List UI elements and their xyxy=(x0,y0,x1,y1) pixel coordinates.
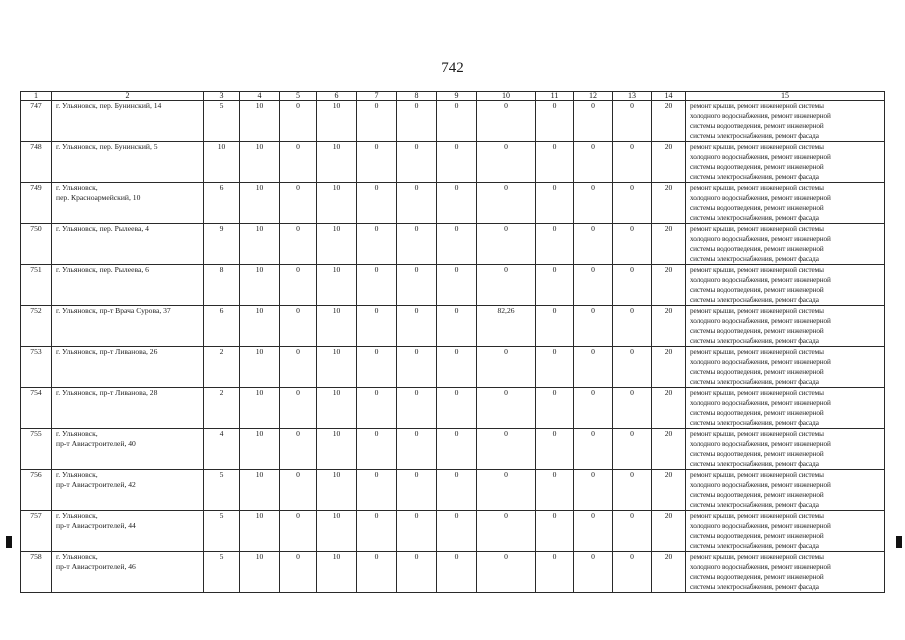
works-cell xyxy=(686,265,885,306)
works-line: ремонт крыши, ремонт инженерной системы xyxy=(690,102,824,110)
value-cell: 0 xyxy=(280,388,317,429)
works-line: ремонт крыши, ремонт инженерной системы xyxy=(690,512,824,520)
address-line: пр-т Авиастроителей, 42 xyxy=(56,480,136,489)
value-cell: 10 xyxy=(240,429,280,470)
value-cell: 0 xyxy=(397,347,437,388)
works-cell xyxy=(686,306,885,347)
value-cell: 20 xyxy=(652,511,686,552)
works-cell xyxy=(686,388,885,429)
value-cell: 0 xyxy=(536,511,574,552)
works-line: холодного водоснабжения, ремонт инженерной xyxy=(690,563,831,571)
address-line: г. Ульяновск, пер. Бунинский, 5 xyxy=(56,142,158,151)
works-line: системы водоотведения, ремонт инженерной xyxy=(690,450,824,458)
value-cell: 10 xyxy=(317,347,357,388)
value-cell: 0 xyxy=(357,265,397,306)
value-cell: 0 xyxy=(574,388,613,429)
works-line: ремонт крыши, ремонт инженерной системы xyxy=(690,225,824,233)
value-cell: 0 xyxy=(280,347,317,388)
value-cell: 0 xyxy=(357,224,397,265)
works-line: ремонт крыши, ремонт инженерной системы xyxy=(690,143,824,151)
works-cell xyxy=(686,224,885,265)
works-line: системы водоотведения, ремонт инженерной xyxy=(690,491,824,499)
column-header: 7 xyxy=(357,92,397,101)
value-cell: 0 xyxy=(574,183,613,224)
column-header: 5 xyxy=(280,92,317,101)
works-line: системы водоотведения, ремонт инженерной xyxy=(690,532,824,540)
address-line: г. Ульяновск, пр-т Врача Сурова, 37 xyxy=(56,306,171,315)
address-line: пер. Красноармейский, 10 xyxy=(56,193,141,202)
works-cell xyxy=(686,429,885,470)
value-cell: 20 xyxy=(652,552,686,593)
works-line: ремонт крыши, ремонт инженерной системы xyxy=(690,553,824,561)
column-header: 12 xyxy=(574,92,613,101)
column-header: 1 xyxy=(21,92,52,101)
value-cell: 10 xyxy=(240,306,280,347)
value-cell: 20 xyxy=(652,101,686,142)
value-cell: 20 xyxy=(652,265,686,306)
value-cell: 0 xyxy=(536,429,574,470)
address-cell xyxy=(52,265,204,306)
works-cell xyxy=(686,183,885,224)
row-number: 753 xyxy=(21,347,52,388)
value-cell: 10 xyxy=(317,470,357,511)
value-cell: 10 xyxy=(317,183,357,224)
value-cell: 10 xyxy=(317,306,357,347)
works-cell xyxy=(686,347,885,388)
works-cell xyxy=(686,511,885,552)
address-line: г. Ульяновск, пер. Рылеева, 6 xyxy=(56,265,149,274)
column-header: 2 xyxy=(52,92,204,101)
table-row xyxy=(21,347,885,388)
value-cell: 0 xyxy=(613,306,652,347)
address-line: пр-т Авиастроителей, 44 xyxy=(56,521,136,530)
value-cell: 0 xyxy=(280,265,317,306)
address-cell xyxy=(52,429,204,470)
value-cell: 0 xyxy=(397,101,437,142)
works-line: системы водоотведения, ремонт инженерной xyxy=(690,122,824,130)
value-cell: 0 xyxy=(397,429,437,470)
value-cell: 10 xyxy=(240,552,280,593)
address-line: пр-т Авиастроителей, 46 xyxy=(56,562,136,571)
scan-edge-mark xyxy=(6,536,12,548)
works-cell xyxy=(686,101,885,142)
row-number: 747 xyxy=(21,101,52,142)
works-line: системы электроснабжения, ремонт фасада xyxy=(690,378,819,386)
value-cell: 5 xyxy=(204,552,240,593)
value-cell: 0 xyxy=(357,552,397,593)
value-cell: 0 xyxy=(437,511,477,552)
data-table xyxy=(20,91,885,593)
value-cell: 0 xyxy=(574,347,613,388)
table-row xyxy=(21,429,885,470)
value-cell: 0 xyxy=(613,470,652,511)
value-cell: 0 xyxy=(536,224,574,265)
value-cell: 0 xyxy=(397,306,437,347)
value-cell: 0 xyxy=(536,347,574,388)
column-header: 14 xyxy=(652,92,686,101)
value-cell: 0 xyxy=(574,101,613,142)
works-line: системы водоотведения, ремонт инженерной xyxy=(690,368,824,376)
works-line: холодного водоснабжения, ремонт инженерной xyxy=(690,522,831,530)
value-cell: 10 xyxy=(240,388,280,429)
value-cell: 20 xyxy=(652,470,686,511)
value-cell: 0 xyxy=(536,306,574,347)
row-number: 758 xyxy=(21,552,52,593)
works-line: системы водоотведения, ремонт инженерной xyxy=(690,573,824,581)
value-cell: 0 xyxy=(357,347,397,388)
value-cell: 0 xyxy=(437,183,477,224)
value-cell: 0 xyxy=(280,429,317,470)
address-line: г. Ульяновск, xyxy=(56,511,98,520)
value-cell: 10 xyxy=(240,265,280,306)
value-cell: 8 xyxy=(204,265,240,306)
works-cell xyxy=(686,552,885,593)
row-number: 754 xyxy=(21,388,52,429)
address-cell xyxy=(52,347,204,388)
value-cell: 0 xyxy=(477,224,536,265)
value-cell: 10 xyxy=(204,142,240,183)
address-line: г. Ульяновск, xyxy=(56,183,98,192)
value-cell: 2 xyxy=(204,347,240,388)
works-line: ремонт крыши, ремонт инженерной системы xyxy=(690,471,824,479)
value-cell: 0 xyxy=(574,429,613,470)
value-cell: 0 xyxy=(536,470,574,511)
value-cell: 2 xyxy=(204,388,240,429)
value-cell: 0 xyxy=(397,265,437,306)
row-number: 748 xyxy=(21,142,52,183)
value-cell: 0 xyxy=(477,388,536,429)
value-cell: 0 xyxy=(280,552,317,593)
works-line: ремонт крыши, ремонт инженерной системы xyxy=(690,184,824,192)
works-line: системы водоотведения, ремонт инженерной xyxy=(690,245,824,253)
works-line: холодного водоснабжения, ремонт инженерной xyxy=(690,112,831,120)
address-line: г. Ульяновск, пер. Бунинский, 14 xyxy=(56,101,162,110)
works-line: холодного водоснабжения, ремонт инженерной xyxy=(690,440,831,448)
address-line: г. Ульяновск, xyxy=(56,470,98,479)
table-row xyxy=(21,142,885,183)
value-cell: 0 xyxy=(437,388,477,429)
row-number: 757 xyxy=(21,511,52,552)
page-number: 742 xyxy=(441,60,464,76)
address-line: г. Ульяновск, пер. Рылеева, 4 xyxy=(56,224,149,233)
scan-edge-mark xyxy=(896,536,902,548)
value-cell: 5 xyxy=(204,470,240,511)
works-line: системы электроснабжения, ремонт фасада xyxy=(690,296,819,304)
column-header: 10 xyxy=(477,92,536,101)
address-cell xyxy=(52,142,204,183)
value-cell: 10 xyxy=(240,224,280,265)
table-row xyxy=(21,306,885,347)
row-number: 749 xyxy=(21,183,52,224)
value-cell: 0 xyxy=(477,142,536,183)
row-number: 755 xyxy=(21,429,52,470)
value-cell: 0 xyxy=(357,306,397,347)
value-cell: 0 xyxy=(397,183,437,224)
value-cell: 0 xyxy=(437,306,477,347)
address-line: г. Ульяновск, пр-т Ливанова, 26 xyxy=(56,347,158,356)
value-cell: 0 xyxy=(357,511,397,552)
value-cell: 10 xyxy=(317,511,357,552)
value-cell: 0 xyxy=(613,347,652,388)
works-line: системы водоотведения, ремонт инженерной xyxy=(690,163,824,171)
value-cell: 10 xyxy=(317,142,357,183)
works-line: системы электроснабжения, ремонт фасада xyxy=(690,214,819,222)
column-header: 11 xyxy=(536,92,574,101)
value-cell: 10 xyxy=(240,142,280,183)
table-body xyxy=(21,92,885,593)
value-cell: 0 xyxy=(613,552,652,593)
value-cell: 0 xyxy=(437,429,477,470)
works-line: системы электроснабжения, ремонт фасада xyxy=(690,255,819,263)
value-cell: 10 xyxy=(317,101,357,142)
row-number: 750 xyxy=(21,224,52,265)
value-cell: 0 xyxy=(437,101,477,142)
value-cell: 10 xyxy=(240,183,280,224)
works-line: системы электроснабжения, ремонт фасада xyxy=(690,173,819,181)
value-cell: 0 xyxy=(280,183,317,224)
value-cell: 20 xyxy=(652,429,686,470)
works-line: холодного водоснабжения, ремонт инженерной xyxy=(690,153,831,161)
value-cell: 10 xyxy=(240,470,280,511)
value-cell: 20 xyxy=(652,347,686,388)
column-number-row xyxy=(21,92,885,101)
value-cell: 10 xyxy=(317,429,357,470)
value-cell: 0 xyxy=(477,470,536,511)
works-line: системы водоотведения, ремонт инженерной xyxy=(690,204,824,212)
address-cell xyxy=(52,552,204,593)
value-cell: 0 xyxy=(437,142,477,183)
value-cell: 0 xyxy=(280,224,317,265)
table-row xyxy=(21,265,885,306)
value-cell: 10 xyxy=(317,224,357,265)
value-cell: 0 xyxy=(357,470,397,511)
column-header: 9 xyxy=(437,92,477,101)
works-line: системы водоотведения, ремонт инженерной xyxy=(690,286,824,294)
value-cell: 0 xyxy=(280,142,317,183)
value-cell: 10 xyxy=(317,552,357,593)
value-cell: 0 xyxy=(477,552,536,593)
works-line: системы электроснабжения, ремонт фасада xyxy=(690,583,819,591)
value-cell: 0 xyxy=(357,142,397,183)
value-cell: 0 xyxy=(437,224,477,265)
value-cell: 0 xyxy=(536,388,574,429)
table-row xyxy=(21,552,885,593)
value-cell: 0 xyxy=(280,511,317,552)
address-line: г. Ульяновск, пр-т Ливанова, 28 xyxy=(56,388,158,397)
value-cell: 0 xyxy=(574,265,613,306)
value-cell: 0 xyxy=(613,388,652,429)
address-line: г. Ульяновск, xyxy=(56,552,98,561)
value-cell: 0 xyxy=(613,101,652,142)
table-row xyxy=(21,101,885,142)
value-cell: 0 xyxy=(437,265,477,306)
value-cell: 20 xyxy=(652,306,686,347)
address-cell xyxy=(52,101,204,142)
value-cell: 20 xyxy=(652,183,686,224)
value-cell: 0 xyxy=(437,347,477,388)
address-cell xyxy=(52,470,204,511)
works-line: ремонт крыши, ремонт инженерной системы xyxy=(690,430,824,438)
value-cell: 0 xyxy=(613,142,652,183)
table-row xyxy=(21,470,885,511)
value-cell: 0 xyxy=(397,388,437,429)
value-cell: 0 xyxy=(477,265,536,306)
table-row xyxy=(21,511,885,552)
works-line: холодного водоснабжения, ремонт инженерной xyxy=(690,399,831,407)
value-cell: 10 xyxy=(240,101,280,142)
value-cell: 5 xyxy=(204,511,240,552)
value-cell: 0 xyxy=(574,224,613,265)
value-cell: 0 xyxy=(477,429,536,470)
value-cell: 0 xyxy=(357,183,397,224)
works-line: системы водоотведения, ремонт инженерной xyxy=(690,327,824,335)
works-line: холодного водоснабжения, ремонт инженерной xyxy=(690,317,831,325)
column-header: 3 xyxy=(204,92,240,101)
value-cell: 0 xyxy=(477,101,536,142)
works-line: холодного водоснабжения, ремонт инженерной xyxy=(690,481,831,489)
value-cell: 0 xyxy=(397,511,437,552)
value-cell: 0 xyxy=(574,552,613,593)
address-cell xyxy=(52,511,204,552)
value-cell: 20 xyxy=(652,388,686,429)
value-cell: 10 xyxy=(240,511,280,552)
value-cell: 5 xyxy=(204,101,240,142)
address-line: г. Ульяновск, xyxy=(56,429,98,438)
value-cell: 0 xyxy=(613,429,652,470)
works-cell xyxy=(686,142,885,183)
value-cell: 0 xyxy=(280,470,317,511)
works-line: системы электроснабжения, ремонт фасада xyxy=(690,132,819,140)
value-cell: 0 xyxy=(437,470,477,511)
table-row xyxy=(21,224,885,265)
value-cell: 0 xyxy=(357,101,397,142)
value-cell: 0 xyxy=(477,347,536,388)
works-line: системы электроснабжения, ремонт фасада xyxy=(690,419,819,427)
works-line: системы электроснабжения, ремонт фасада xyxy=(690,337,819,345)
value-cell: 0 xyxy=(613,183,652,224)
value-cell: 10 xyxy=(317,388,357,429)
address-cell xyxy=(52,306,204,347)
row-number: 752 xyxy=(21,306,52,347)
address-cell xyxy=(52,388,204,429)
column-header: 8 xyxy=(397,92,437,101)
value-cell: 0 xyxy=(574,306,613,347)
works-line: системы электроснабжения, ремонт фасада xyxy=(690,542,819,550)
works-line: холодного водоснабжения, ремонт инженерной xyxy=(690,235,831,243)
value-cell: 0 xyxy=(280,101,317,142)
works-line: ремонт крыши, ремонт инженерной системы xyxy=(690,307,824,315)
value-cell: 0 xyxy=(280,306,317,347)
works-line: ремонт крыши, ремонт инженерной системы xyxy=(690,389,824,397)
table-row xyxy=(21,388,885,429)
value-cell: 9 xyxy=(204,224,240,265)
value-cell: 0 xyxy=(574,511,613,552)
works-line: системы электроснабжения, ремонт фасада xyxy=(690,460,819,468)
address-cell xyxy=(52,183,204,224)
works-line: холодного водоснабжения, ремонт инженерной xyxy=(690,358,831,366)
address-line: пр-т Авиастроителей, 40 xyxy=(56,439,136,448)
works-line: системы водоотведения, ремонт инженерной xyxy=(690,409,824,417)
value-cell: 20 xyxy=(652,224,686,265)
value-cell: 0 xyxy=(397,552,437,593)
value-cell: 0 xyxy=(477,511,536,552)
column-header: 6 xyxy=(317,92,357,101)
value-cell: 6 xyxy=(204,306,240,347)
value-cell: 0 xyxy=(397,142,437,183)
value-cell: 10 xyxy=(317,265,357,306)
value-cell: 0 xyxy=(536,142,574,183)
value-cell: 0 xyxy=(613,224,652,265)
column-header: 13 xyxy=(613,92,652,101)
column-header: 4 xyxy=(240,92,280,101)
value-cell: 0 xyxy=(477,183,536,224)
row-number: 756 xyxy=(21,470,52,511)
value-cell: 0 xyxy=(357,388,397,429)
works-line: ремонт крыши, ремонт инженерной системы xyxy=(690,266,824,274)
value-cell: 0 xyxy=(397,470,437,511)
works-line: системы электроснабжения, ремонт фасада xyxy=(690,501,819,509)
value-cell: 0 xyxy=(397,224,437,265)
value-cell: 0 xyxy=(613,511,652,552)
table-row xyxy=(21,183,885,224)
value-cell: 0 xyxy=(536,183,574,224)
value-cell: 0 xyxy=(536,552,574,593)
value-cell: 0 xyxy=(574,470,613,511)
value-cell: 0 xyxy=(536,101,574,142)
value-cell: 10 xyxy=(240,347,280,388)
value-cell: 0 xyxy=(574,142,613,183)
value-cell: 0 xyxy=(613,265,652,306)
value-cell: 82,26 xyxy=(477,306,536,347)
row-number: 751 xyxy=(21,265,52,306)
value-cell: 0 xyxy=(357,429,397,470)
value-cell: 6 xyxy=(204,183,240,224)
works-line: ремонт крыши, ремонт инженерной системы xyxy=(690,348,824,356)
column-header: 15 xyxy=(686,92,885,101)
works-line: холодного водоснабжения, ремонт инженерной xyxy=(690,194,831,202)
value-cell: 4 xyxy=(204,429,240,470)
works-line: холодного водоснабжения, ремонт инженерной xyxy=(690,276,831,284)
value-cell: 0 xyxy=(437,552,477,593)
works-cell xyxy=(686,470,885,511)
value-cell: 0 xyxy=(536,265,574,306)
address-cell xyxy=(52,224,204,265)
value-cell: 20 xyxy=(652,142,686,183)
